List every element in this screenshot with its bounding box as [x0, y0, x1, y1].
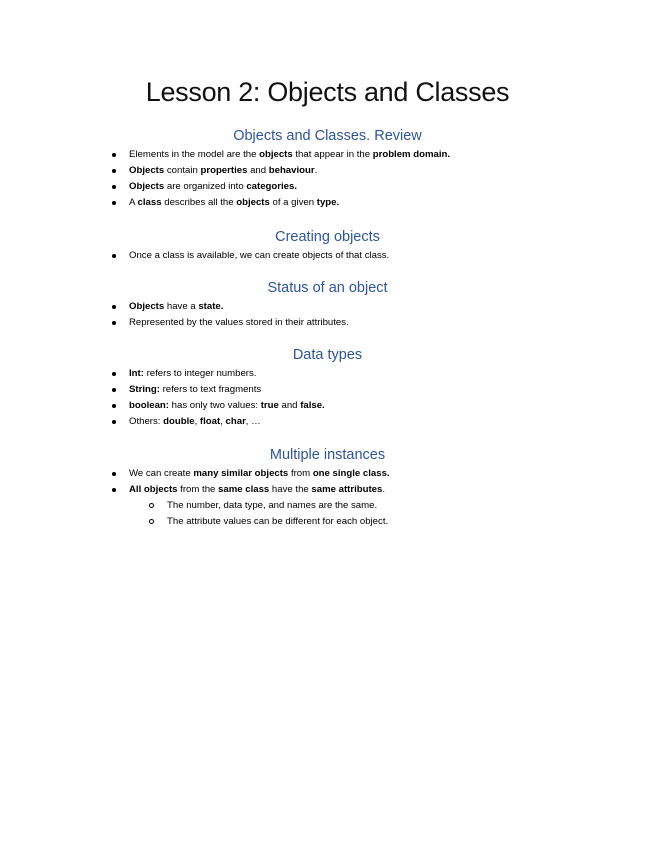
bullet-list-creating-objects [0, 248, 655, 264]
bold-text: String: [129, 384, 160, 395]
list-item [0, 414, 655, 430]
bold-text: many similar objects [193, 468, 289, 479]
section-heading-creating-objects: Creating objects [275, 229, 380, 245]
bold-text: same class [218, 484, 270, 495]
bullet-list-data-types [0, 366, 655, 430]
bold-text: true [260, 400, 279, 411]
text-run: of a given [269, 197, 317, 208]
text-run: that appear in the [292, 149, 373, 160]
bullet-icon [112, 388, 116, 392]
bullet-icon [112, 420, 116, 424]
page-title: Lesson 2: Objects and Classes [145, 77, 510, 107]
list-item [0, 366, 655, 382]
sub-list-item [0, 514, 655, 530]
section-heading-multiple-instances: Multiple instances [269, 447, 386, 463]
text-run: . [382, 484, 385, 495]
text-run: has only two values: [168, 400, 261, 411]
bold-text: problem domain. [372, 149, 451, 160]
bold-text: properties [200, 165, 248, 176]
list-item [0, 163, 655, 179]
text-run: Represented by the values stored in their attributes. [129, 317, 349, 328]
text-run: are organized into [164, 181, 247, 192]
bullet-icon [112, 321, 116, 325]
text-run: have a [164, 301, 199, 312]
bullet-icon [112, 169, 116, 173]
list-item [0, 179, 655, 195]
bullet-icon [112, 254, 116, 258]
bold-text: double [163, 416, 195, 427]
text-run: and [278, 400, 301, 411]
hollow-bullet-icon [149, 503, 154, 508]
bold-text: state. [198, 301, 224, 312]
text-run: refers to text fragments [159, 384, 262, 395]
text-run: describes all the [161, 197, 237, 208]
text-run: A [129, 197, 138, 208]
text-run: We can create [129, 468, 194, 479]
list-item [0, 248, 655, 264]
text-run: Elements in the model are the [129, 149, 260, 160]
list-item [0, 398, 655, 414]
text-run: . [314, 165, 318, 176]
bold-text: same attributes [311, 484, 383, 495]
bullet-icon [112, 185, 116, 189]
list-item [0, 315, 655, 331]
bold-text: Int: [129, 368, 144, 379]
bold-text: objects [259, 149, 293, 160]
text-run: contain [164, 165, 201, 176]
text-run: from [288, 468, 313, 479]
bold-text: float [199, 416, 221, 427]
bullet-icon [112, 305, 116, 309]
bullet-list-review [0, 147, 655, 211]
text-run: The number, data type, and names are the same. [167, 500, 378, 511]
bold-text: behaviour [268, 165, 315, 176]
bullet-icon [112, 472, 116, 476]
hollow-bullet-icon [149, 519, 154, 524]
list-item [0, 482, 655, 498]
sub-list-item [0, 498, 655, 514]
text-run: Others: [129, 416, 164, 427]
text-run: , … [245, 416, 261, 427]
bold-text: char [225, 416, 246, 427]
section-heading-review: Objects and Classes. Review [233, 128, 422, 144]
text-run: and [247, 165, 269, 176]
bold-text: Objects [129, 301, 165, 312]
list-item [0, 466, 655, 482]
text-run: Once a class is available, we can create objects of that class. [129, 250, 390, 261]
bold-text: Objects [129, 181, 165, 192]
bold-text: false. [300, 400, 325, 411]
section-heading-data-types: Data types [292, 347, 363, 363]
text-run: The attribute values can be different for each object. [167, 516, 389, 527]
bold-text: class [137, 197, 162, 208]
bullet-list-multiple-instances [0, 466, 655, 530]
list-item [0, 299, 655, 315]
bold-text: boolean: [129, 400, 169, 411]
bullet-list-status [0, 299, 655, 331]
bullet-icon [112, 201, 116, 205]
list-item [0, 147, 655, 163]
bullet-icon [112, 488, 116, 492]
bold-text: All objects [129, 484, 178, 495]
text-run: from the [177, 484, 219, 495]
bold-text: one single class. [312, 468, 390, 479]
list-item [0, 382, 655, 398]
text-run: refers to integer numbers. [143, 368, 257, 379]
bullet-icon [112, 153, 116, 157]
bold-text: objects [236, 197, 270, 208]
bullet-icon [112, 372, 116, 376]
list-item [0, 195, 655, 211]
bold-text: categories. [246, 181, 298, 192]
text-run: , [220, 416, 226, 427]
text-run: have the [269, 484, 312, 495]
section-heading-status: Status of an object [267, 280, 388, 296]
bold-text: type. [316, 197, 340, 208]
bold-text: Objects [129, 165, 165, 176]
text-run: , [194, 416, 200, 427]
bullet-icon [112, 404, 116, 408]
